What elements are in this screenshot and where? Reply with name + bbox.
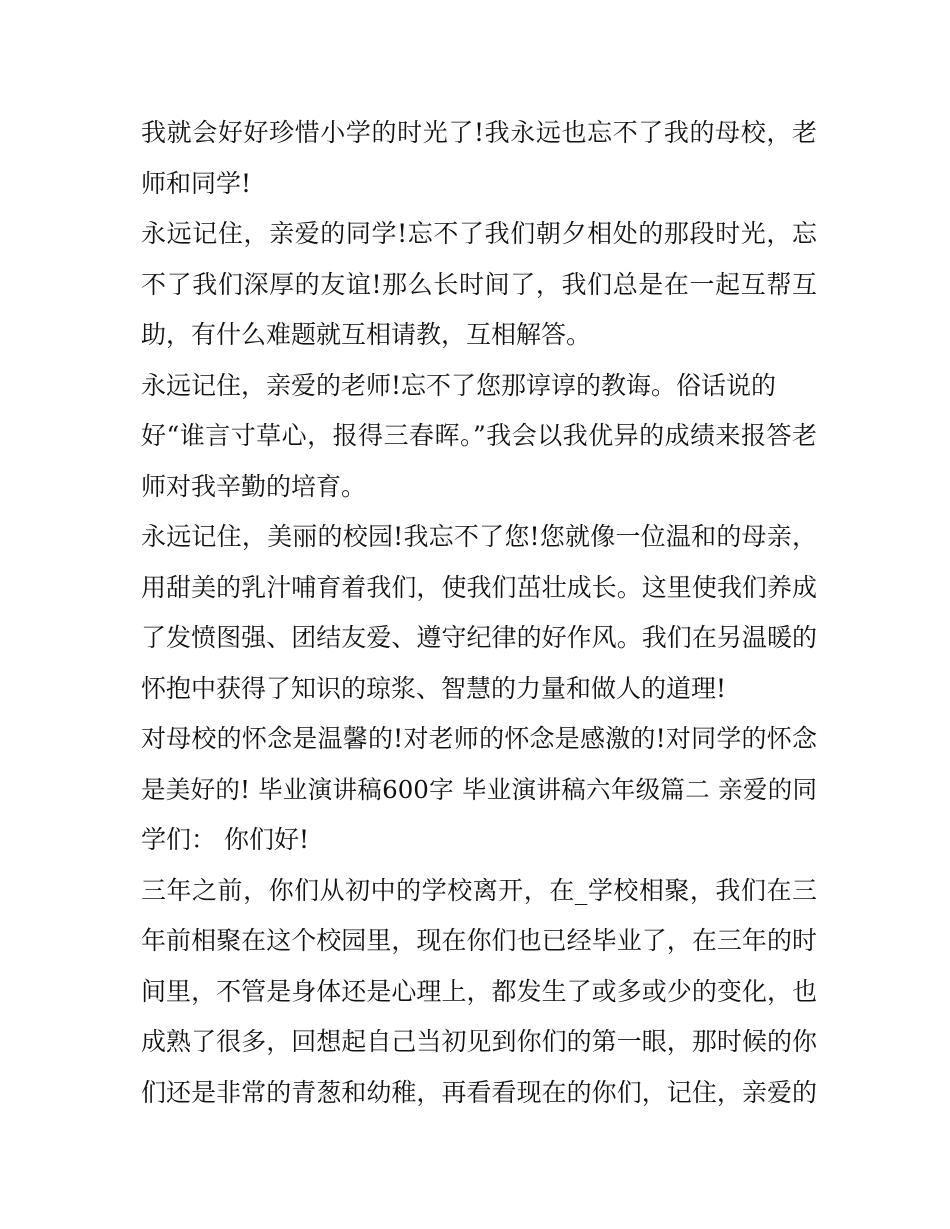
text-line: 间里，不管是身体还是心理上，都发生了或多或少的变化，也 — [141, 976, 817, 1006]
text-line: 年前相聚在这个校园里，现在你们也已经毕业了，在三年的时 — [141, 926, 817, 955]
body-text — [141, 108, 817, 1118]
text-line: 我就会好好珍惜小学的时光了!我永远也忘不了我的母校，老 — [141, 118, 817, 147]
text-line: 永远记住，美丽的校园!我忘不了您!您就像一位温和的母亲， — [141, 522, 817, 551]
text-line: 怀抱中获得了知识的琼浆、智慧的力量和做人的道理! — [141, 673, 727, 703]
text-line: 们还是非常的青葱和幼稚，再看看现在的你们，记住，亲爱的 — [141, 1077, 817, 1107]
text-line: 是美好的! 毕业演讲稿600字 毕业演讲稿六年级篇二 亲爱的同 — [141, 774, 817, 804]
text-line: 师和同学! — [141, 168, 252, 198]
text-line: 不了我们深厚的友谊!那么长时间了，我们总是在一起互帮互 — [141, 269, 817, 299]
text-line: 三年之前，你们从初中的学校离开，在_学校相聚，我们在三 — [141, 875, 817, 905]
text-line: 了发愤图强、团结友爱、遵守纪律的好作风。我们在另温暖的 — [141, 623, 817, 652]
text-line: 成熟了很多，回想起自己当初见到你们的第一眼，那时候的你 — [141, 1027, 817, 1056]
text-line: 师对我辛勤的培育。 — [141, 471, 367, 501]
text-line: 用甜美的乳汁哺育着我们，使我们茁壮成长。这里使我们养成 — [141, 572, 817, 602]
text-line: 好“谁言寸草心，报得三春晖。”我会以我优异的成绩来报答老 — [141, 421, 817, 450]
text-line: 永远记住，亲爱的同学!忘不了我们朝夕相处的那段时光，忘 — [141, 219, 817, 248]
text-line: 永远记住，亲爱的老师!忘不了您那谆谆的教诲。俗话说的 — [141, 370, 777, 400]
text-line: 学们： 你们好! — [141, 825, 309, 854]
text-line: 助，有什么难题就互相请教，互相解答。 — [141, 320, 592, 349]
text-line: 对母校的怀念是温馨的!对老师的怀念是感激的!对同学的怀念 — [141, 724, 817, 753]
